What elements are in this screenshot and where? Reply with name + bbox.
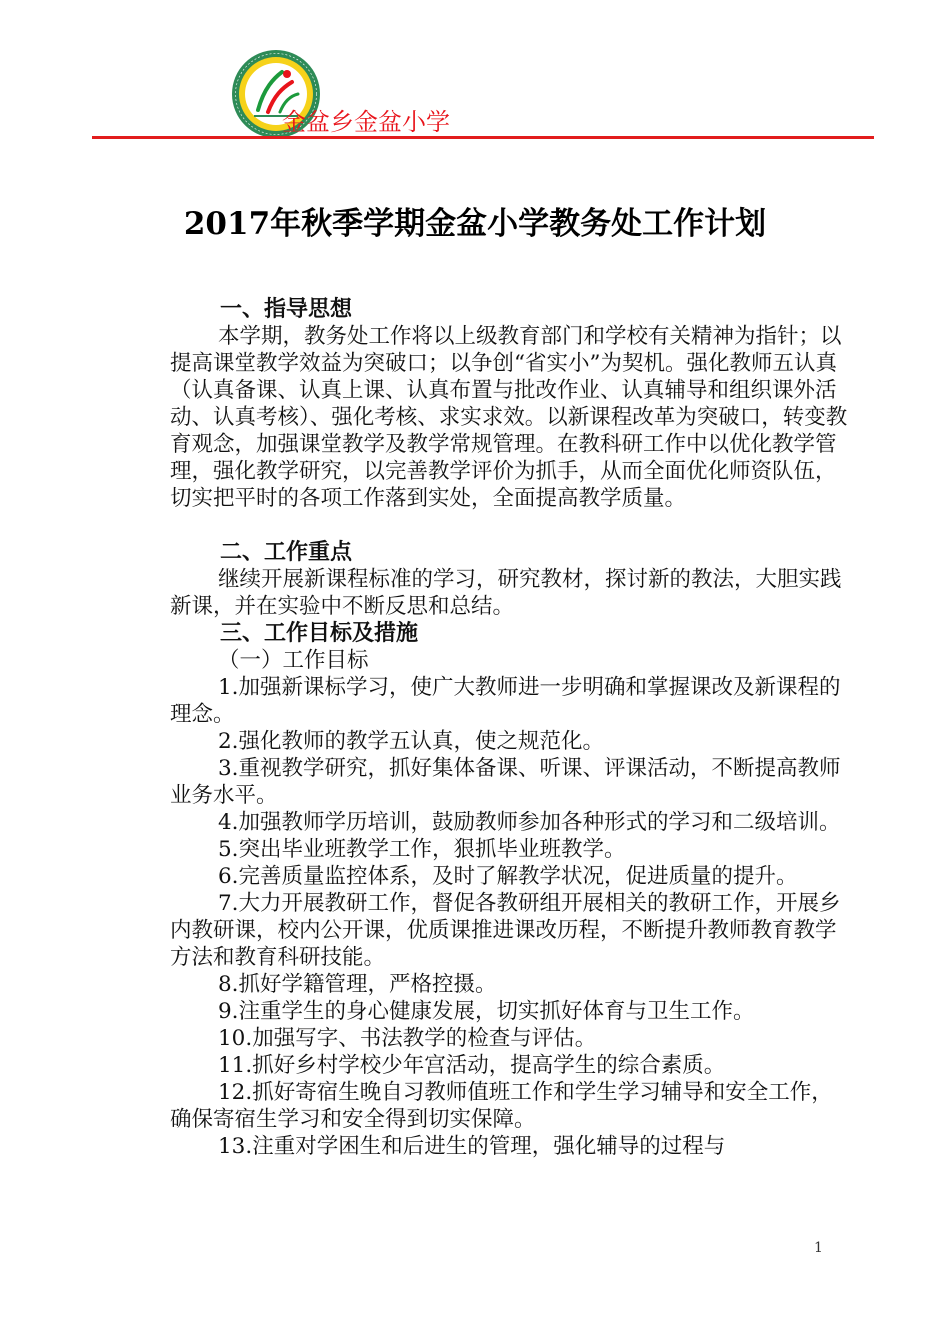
list-item: 9.注重学生的身心健康发展，切实抓好体育与卫生工作。	[218, 999, 755, 1024]
document-body	[170, 296, 850, 1160]
list-item: 4.加强教师学历培训，鼓励教师参加各种形式的学习和二级培训。	[218, 810, 841, 835]
school-name: 金盆乡金盆小学	[282, 108, 450, 136]
list-item: 5.突出毕业班教学工作，狠抓毕业班教学。	[218, 837, 626, 862]
document-title: 2017年秋季学期金盆小学教务处工作计划	[183, 206, 767, 242]
paragraph-guiding-ideology: 本学期，教务处工作将以上级教育部门和学校有关精神为指针；以提高课堂教学效益为突破口；以争创“省实小”为契机。强化教师五认真（认真备课、认真上课、认真布置与批改作业、认真辅导和组织课外活动、认真考核）、强化考核、求实求效。以新课程改革为突破口，转变教育观念，加强课堂教学及教学常规管理。在教科研工作中以优化教学管理，强化教学研究，以完善教学评价为抓手，从而全面优化师资队伍，切实把平时的各项工作落到实处，全面提高教学质量。	[170, 324, 848, 511]
paragraph-key-work: 继续开展新课程标准的学习，研究教材，探讨新的教法，大胆实践新课，并在实验中不断反思和总结。	[170, 567, 842, 619]
list-item: 8.抓好学籍管理，严格控摄。	[218, 972, 497, 997]
list-item: 2.强化教师的教学五认真，使之规范化。	[218, 729, 605, 754]
list-item: 6.完善质量监控体系，及时了解教学状况，促进质量的提升。	[218, 864, 798, 889]
section-heading-guiding-ideology: 一、指导思想	[220, 297, 353, 322]
list-item: 10.加强写字、书法教学的检查与评估。	[218, 1026, 597, 1051]
list-item: 1.加强新课标学习，使广大教师进一步明确和掌握课改及新课程的理念。	[170, 675, 841, 727]
section-heading-key-work: 二、工作重点	[220, 540, 353, 565]
page-number: 1	[814, 1240, 823, 1256]
list-item: 7.大力开展教研工作，督促各教研组开展相关的教研工作，开展乡内教研课，校内公开课，优质课推进课改历程，不断提升教师教育教学方法和教育科研技能。	[170, 891, 841, 970]
list-item: 3.重视教学研究，抓好集体备课、听课、评课活动，不断提高教师业务水平。	[170, 756, 841, 808]
list-item: 12.抓好寄宿生晚自习教师值班工作和学生学习辅导和安全工作，确保寄宿生学习和安全得到切实保障。	[170, 1080, 833, 1132]
paragraph-gap	[170, 512, 850, 539]
list-item: 11.抓好乡村学校少年宫活动，提高学生的综合素质。	[218, 1053, 726, 1078]
list-item: 13.注重对学困生和后进生的管理，强化辅导的过程与	[218, 1134, 726, 1159]
header-divider	[92, 136, 874, 139]
section-heading-goals-measures: 三、工作目标及措施	[220, 621, 419, 646]
subsection-heading-goals: （一）工作目标	[218, 648, 369, 673]
